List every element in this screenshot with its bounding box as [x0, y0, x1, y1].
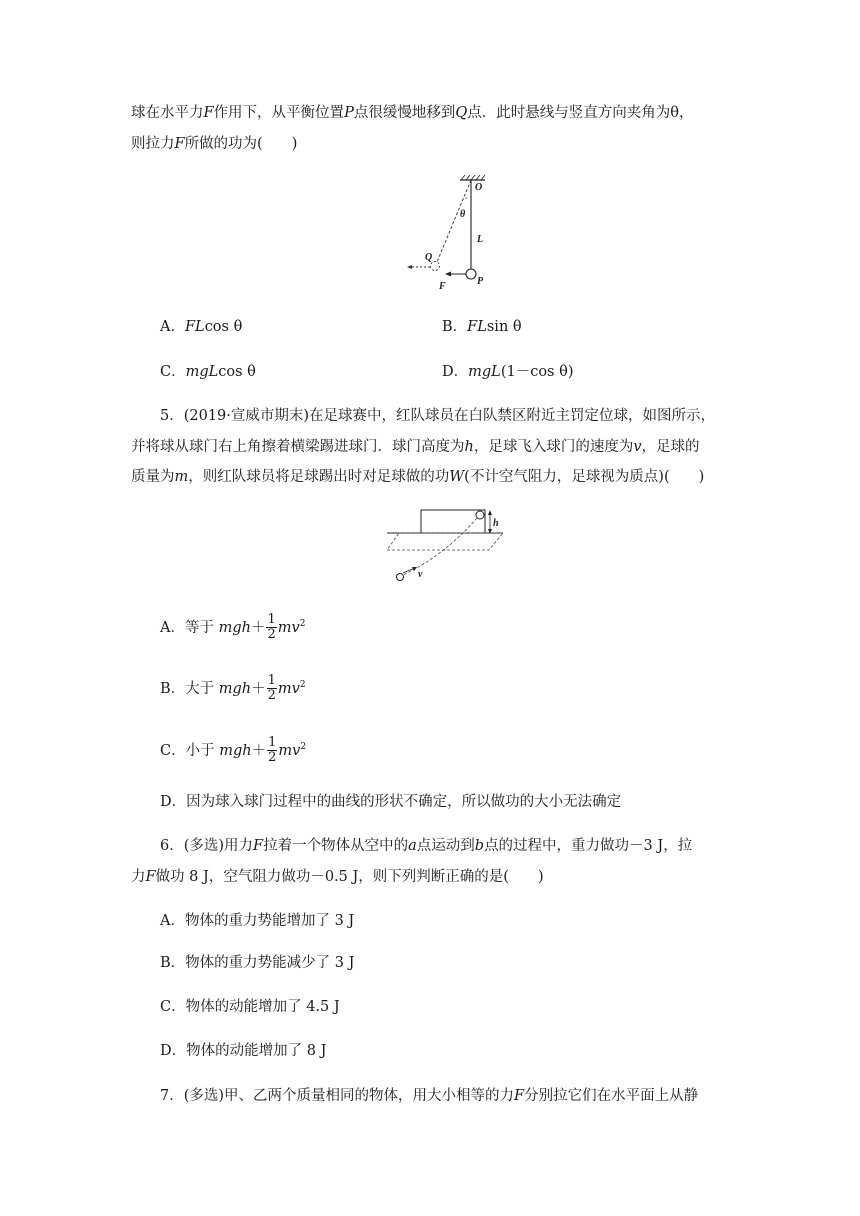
q7-text-line-1: 7．(多选)甲、乙两个质量相同的物体，用大小相等的力F分别拉它们在水平面上从静 [160, 1088, 699, 1104]
fraction-half: $\frac{1}{2}$ [267, 673, 276, 704]
q6-option-d: D．物体的动能增加了 8 J [160, 1043, 327, 1059]
soccer-goal-figure [385, 505, 510, 585]
q4-option-c: C．mgLcos θ [160, 364, 256, 380]
q5-text-line-3: 质量为m，则红队球员将足球踢出时对足球做的功W(不计空气阻力，足球视为质点)( ) [131, 469, 705, 485]
label-l: L [477, 234, 484, 245]
q5-option-d: D．因为球入球门过程中的曲线的形状不确定，所以做功的大小无法确定 [160, 794, 622, 810]
q6-text-line-1: 6．(多选)用力F拉着一个物体从空中的a点运动到b点的过程中，重力做功－3 J，拉 [160, 838, 693, 854]
q6-option-b: B．物体的重力势能减少了 3 J [160, 955, 355, 971]
q4-text-line-2: 则拉力F所做的功为( ) [131, 136, 298, 152]
ball-at-goal [476, 511, 484, 519]
ball-start [397, 574, 404, 581]
pendulum-figure [395, 172, 505, 292]
q4-option-a: A．FLcos θ [160, 319, 243, 335]
label-h: h [493, 518, 499, 529]
q5-option-a: A．等于 mgh＋ $\frac{1}{2}$ $mv^2$ [160, 612, 306, 643]
label-p: P [477, 276, 484, 287]
q6-option-c: C．物体的动能增加了 4.5 J [160, 999, 340, 1015]
ball-p [466, 269, 476, 279]
label-o: O [475, 182, 483, 193]
q5-option-b: B．大于 mgh＋ $\frac{1}{2}$ $mv^2$ [160, 673, 306, 704]
label-theta: θ [460, 209, 466, 220]
label-f: F [439, 281, 446, 292]
fraction-half: $\frac{1}{2}$ [267, 612, 276, 643]
q6-text-line-2: 力F做功 8 J，空气阻力做功－0.5 J，则下列判断正确的是( ) [131, 869, 544, 885]
fraction-half: $\frac{1}{2}$ [268, 735, 277, 766]
q4-option-d: D．mgL(1－cos θ) [442, 364, 574, 380]
q4-option-b: B．FLsin θ [442, 319, 522, 335]
q5-text-line-2: 并将球从球门右上角擦着横梁踢进球门．球门高度为h，足球飞入球门的速度为v，足球的 [131, 439, 700, 455]
label-q: Q [425, 252, 433, 263]
q5-text-line-1: 5．(2019·宣威市期末)在足球赛中，红队球员在白队禁区附近主罚定位球，如图所示， [160, 408, 716, 424]
q5-option-c: C．小于 mgh＋ $\frac{1}{2}$ $mv^2$ [160, 735, 307, 766]
q6-option-a: A．物体的重力势能增加了 3 J [160, 913, 355, 929]
label-v: v [418, 569, 423, 580]
q4-text-line-1: 球在水平力F作用下，从平衡位置P点很缓慢地移到Q点．此时悬线与竖直方向夹角为θ， [131, 105, 694, 121]
